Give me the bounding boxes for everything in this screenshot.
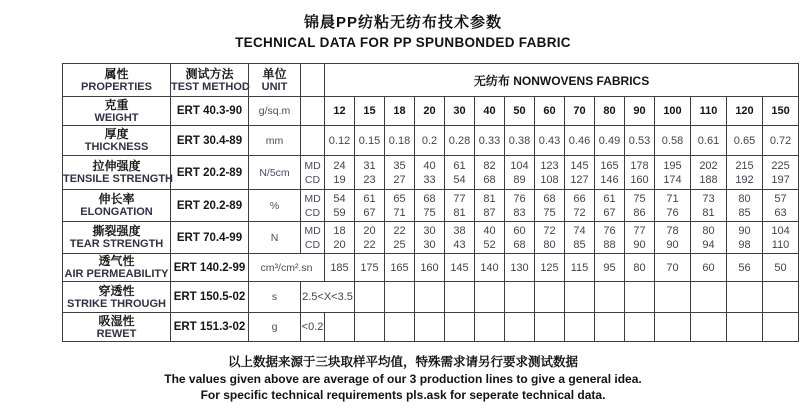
empty-cell [475, 282, 505, 313]
direction-cell [301, 190, 325, 222]
cd-value: 67 [603, 206, 616, 219]
md-value: 78 [666, 224, 679, 237]
property-name-zh: 厚度 [104, 127, 129, 141]
value-cell: 0.2 [415, 126, 445, 156]
test-method-cell: ERT 30.4-89 [171, 126, 249, 156]
cd-value: 33 [423, 173, 436, 186]
md-value: 73 [702, 192, 715, 205]
spacer-cell [301, 126, 325, 156]
cd-value: 87 [483, 206, 496, 219]
table-row [63, 190, 799, 222]
md-value: 74 [573, 224, 586, 237]
md-value: 90 [738, 224, 751, 237]
cd-value: 81 [702, 206, 715, 219]
test-method-cell: ERT 40.3-90 [171, 97, 249, 126]
value-cell: 0.72 [763, 126, 799, 156]
cd-value: 68 [483, 173, 496, 186]
value-cell: 80 [595, 97, 625, 126]
property-name-en: ELONGATION [80, 206, 153, 218]
value-cell: 140 [475, 254, 505, 282]
md-value: 145 [570, 159, 589, 172]
value-cell [535, 156, 565, 190]
cd-value: 75 [543, 206, 556, 219]
value-cell: 175 [355, 254, 385, 282]
unit-cell: % [249, 190, 301, 222]
md-value: 81 [483, 192, 496, 205]
table-row [63, 313, 799, 342]
value-cell [505, 190, 535, 222]
md-value: 104 [771, 224, 790, 237]
direction-label: CD [304, 173, 321, 186]
md-value: 71 [666, 192, 679, 205]
cd-value: 174 [663, 173, 682, 186]
md-value: 77 [633, 224, 646, 237]
value-cell [763, 156, 799, 190]
footer-notes [0, 354, 806, 403]
value-cell: 50 [505, 97, 535, 126]
test-method-cell: ERT 20.2-89 [171, 156, 249, 190]
table-header-row [63, 64, 799, 97]
empty-cell [595, 313, 625, 342]
direction-label: MD [304, 159, 321, 172]
value-cell [445, 222, 475, 254]
property-cell [63, 222, 171, 254]
md-value: 77 [453, 192, 466, 205]
empty-cell [535, 282, 565, 313]
value-cell [505, 222, 535, 254]
value-cell [763, 190, 799, 222]
page-title-zh: 锦晨PP纺粘无纺布技术参数 [303, 14, 502, 31]
empty-cell [415, 282, 445, 313]
direction-label: MD [304, 224, 321, 237]
property-name-en: STRIKE THROUGH [67, 297, 166, 310]
cd-value: 30 [423, 238, 436, 251]
md-value: 61 [453, 159, 466, 172]
md-value: 22 [393, 224, 406, 237]
cd-value: 19 [333, 173, 346, 186]
cd-value: 54 [453, 173, 466, 186]
value-cell [655, 222, 691, 254]
md-value: 68 [423, 192, 436, 205]
md-value: 30 [423, 224, 436, 237]
property-name-zh: 克重 [104, 97, 129, 112]
value-cell [505, 156, 535, 190]
value-cell: 0.53 [625, 126, 655, 156]
value-cell: 0.28 [445, 126, 475, 156]
cd-value: 63 [774, 206, 787, 219]
cd-value: 197 [771, 173, 790, 186]
value-cell: 130 [505, 254, 535, 282]
value-cell: 0.58 [655, 126, 691, 156]
value-cell: 0.65 [727, 126, 763, 156]
header-unit [249, 64, 301, 97]
md-value: 80 [738, 192, 751, 205]
range-value-cell: 2.5<X<3.5 [301, 282, 355, 313]
md-value: 68 [543, 192, 556, 205]
property-name-zh: 穿透性 [98, 283, 135, 298]
unit-cell: cm³/cm².sn [249, 254, 325, 282]
value-cell [385, 222, 415, 254]
md-value: 123 [540, 159, 559, 172]
cd-value: 85 [738, 206, 751, 219]
value-cell [475, 156, 505, 190]
md-value: 225 [771, 159, 790, 172]
value-cell [727, 222, 763, 254]
direction-label: CD [304, 238, 321, 251]
cd-value: 25 [393, 238, 406, 251]
table-row [63, 282, 799, 313]
value-cell: 0.38 [505, 126, 535, 156]
header-properties [63, 64, 171, 97]
cd-value: 27 [393, 173, 406, 186]
cd-value: 160 [630, 173, 649, 186]
empty-cell [385, 282, 415, 313]
cd-value: 146 [600, 173, 619, 186]
value-cell: 0.33 [475, 126, 505, 156]
cd-value: 20 [333, 238, 346, 251]
property-name-en: TEAR STRENGTH [69, 238, 164, 250]
unit-cell: s [249, 282, 301, 313]
property-cell [63, 156, 174, 190]
value-cell [445, 190, 475, 222]
value-cell: 50 [763, 254, 799, 282]
value-cell: 110 [691, 97, 727, 126]
empty-cell [625, 313, 655, 342]
cd-value: 94 [702, 238, 715, 251]
test-method-cell: ERT 150.5-02 [171, 282, 249, 313]
value-cell: 165 [385, 254, 415, 282]
md-value: 24 [333, 159, 346, 172]
value-cell [565, 222, 595, 254]
value-cell [415, 190, 445, 222]
value-cell [595, 222, 625, 254]
empty-cell [415, 313, 445, 342]
cd-value: 59 [333, 206, 346, 219]
table-row [63, 126, 799, 156]
header-spacer-cell [301, 64, 325, 97]
md-value: 35 [393, 159, 406, 172]
value-cell [325, 156, 355, 190]
footer-note-zh: 以上数据来源于三块取样平均值，特殊需求请另行要求测试数据 [227, 355, 578, 369]
value-cell: 15 [355, 97, 385, 126]
unit-cell: N/5cm [249, 156, 301, 190]
header-unit-zh: 单位 [262, 66, 287, 81]
header-unit-en: UNIT [261, 80, 288, 93]
table-header [63, 64, 799, 97]
range-value-cell: <0.2 [301, 313, 325, 342]
value-cell: 56 [727, 254, 763, 282]
value-cell: 95 [595, 254, 625, 282]
cd-value: 110 [771, 238, 790, 251]
table-row [63, 97, 799, 126]
property-cell [63, 282, 171, 313]
page-titles [0, 0, 806, 50]
unit-cell: mm [249, 126, 301, 156]
value-cell: 0.12 [325, 126, 355, 156]
cd-value: 90 [666, 238, 679, 251]
header-properties-en: PROPERTIES [81, 80, 152, 93]
property-cell [63, 254, 171, 282]
md-value: 165 [600, 159, 619, 172]
md-value: 54 [333, 192, 346, 205]
value-cell: 70 [655, 254, 691, 282]
empty-cell [595, 282, 625, 313]
direction-label: CD [304, 206, 321, 219]
empty-cell [505, 313, 535, 342]
md-value: 202 [699, 159, 718, 172]
value-cell: 40 [475, 97, 505, 126]
empty-cell [475, 313, 505, 342]
value-cell [595, 190, 625, 222]
header-test-method-en: TEST METHOD [171, 80, 250, 93]
value-cell: 60 [691, 254, 727, 282]
value-cell: 115 [565, 254, 595, 282]
footer-note-en-2: For specific technical requirements pls.ask for seperate technical data. [200, 388, 606, 402]
empty-cell [565, 313, 595, 342]
cd-value: 188 [699, 173, 718, 186]
value-cell: 20 [415, 97, 445, 126]
cd-value: 22 [363, 238, 376, 251]
property-cell [63, 313, 171, 342]
cd-value: 192 [735, 173, 754, 186]
test-method-cell: ERT 20.2-89 [171, 190, 249, 222]
cd-value: 71 [393, 206, 406, 219]
property-name-zh: 伸长率 [98, 192, 135, 206]
empty-cell [691, 313, 727, 342]
empty-cell [355, 313, 385, 342]
unit-cell: g [249, 313, 301, 342]
value-cell [415, 156, 445, 190]
header-test-method [171, 64, 249, 97]
property-name-en: WEIGHT [94, 111, 139, 124]
empty-cell [625, 282, 655, 313]
value-cell [325, 222, 355, 254]
cd-value: 43 [453, 238, 466, 251]
cd-value: 88 [603, 238, 616, 251]
unit-cell: g/sq.m [249, 97, 301, 126]
direction-label: MD [304, 192, 321, 205]
md-value: 18 [333, 224, 346, 237]
value-cell: 0.49 [595, 126, 625, 156]
cd-value: 98 [738, 238, 751, 251]
cd-value: 86 [633, 206, 646, 219]
direction-cell [301, 156, 325, 190]
property-name-zh: 撕裂强度 [92, 224, 141, 238]
cd-value: 67 [363, 206, 376, 219]
md-value: 76 [513, 192, 526, 205]
value-cell: 30 [445, 97, 475, 126]
value-cell [655, 190, 691, 222]
cd-value: 23 [363, 173, 376, 186]
value-cell [445, 156, 475, 190]
md-value: 82 [483, 159, 496, 172]
cd-value: 75 [423, 206, 436, 219]
value-cell [385, 156, 415, 190]
value-cell: 70 [565, 97, 595, 126]
md-value: 215 [735, 159, 754, 172]
empty-cell [727, 313, 763, 342]
empty-cell [691, 282, 727, 313]
value-cell [691, 222, 727, 254]
empty-cell [763, 313, 799, 342]
property-name-en: AIR PERMEABILITY [64, 268, 169, 280]
value-cell: 60 [535, 97, 565, 126]
value-cell [727, 190, 763, 222]
value-cell: 0.46 [565, 126, 595, 156]
header-test-method-zh: 测试方法 [185, 66, 234, 81]
direction-cell [301, 222, 325, 254]
spacer-cell [301, 97, 325, 126]
header-nonwovens-fabrics: 无纺布 NONWOVENS FABRICS [325, 64, 799, 97]
value-cell: 150 [763, 97, 799, 126]
value-cell [415, 222, 445, 254]
md-value: 61 [603, 192, 616, 205]
value-cell [727, 156, 763, 190]
md-value: 72 [543, 224, 556, 237]
value-cell: 90 [625, 97, 655, 126]
value-cell [355, 156, 385, 190]
empty-cell [565, 282, 595, 313]
cd-value: 68 [513, 238, 526, 251]
empty-cell [385, 313, 415, 342]
header-properties-zh: 属性 [104, 66, 129, 81]
property-name-zh: 透气性 [98, 254, 135, 268]
value-cell [691, 190, 727, 222]
value-cell: 125 [535, 254, 565, 282]
md-value: 178 [630, 159, 649, 172]
empty-cell [325, 313, 355, 342]
cd-value: 83 [513, 206, 526, 219]
empty-cell [505, 282, 535, 313]
md-value: 75 [633, 192, 646, 205]
value-cell: 120 [727, 97, 763, 126]
cd-value: 81 [453, 206, 466, 219]
md-value: 31 [363, 159, 376, 172]
empty-cell [535, 313, 565, 342]
value-cell: 160 [415, 254, 445, 282]
table-row [63, 156, 799, 190]
property-cell [63, 126, 171, 156]
value-cell: 100 [655, 97, 691, 126]
value-cell [325, 190, 355, 222]
property-name-en: REWET [96, 327, 137, 340]
value-cell [625, 190, 655, 222]
value-cell: 0.61 [691, 126, 727, 156]
cd-value: 72 [573, 206, 586, 219]
cd-value: 127 [570, 173, 589, 186]
md-value: 80 [702, 224, 715, 237]
value-cell: 12 [325, 97, 355, 126]
property-name-en: TENSILE STRENGTH [63, 173, 174, 185]
empty-cell [763, 282, 799, 313]
cd-value: 52 [483, 238, 496, 251]
empty-cell [445, 313, 475, 342]
value-cell [655, 156, 691, 190]
md-value: 76 [603, 224, 616, 237]
value-cell [565, 190, 595, 222]
unit-cell: N [249, 222, 301, 254]
test-method-cell: ERT 70.4-99 [171, 222, 249, 254]
footer-note-en-1: The values given above are average of our 3 production lines to give a general idea. [164, 372, 642, 386]
property-name-zh: 拉伸强度 [92, 159, 141, 173]
empty-cell [655, 313, 691, 342]
value-cell: 0.15 [355, 126, 385, 156]
value-cell: 145 [445, 254, 475, 282]
cd-value: 108 [540, 173, 559, 186]
value-cell [535, 190, 565, 222]
table-body [63, 97, 799, 342]
value-cell [475, 190, 505, 222]
value-cell [535, 222, 565, 254]
value-cell: 185 [325, 254, 355, 282]
value-cell [763, 222, 799, 254]
value-cell [625, 156, 655, 190]
property-cell [63, 190, 171, 222]
md-value: 60 [513, 224, 526, 237]
empty-cell [727, 282, 763, 313]
value-cell [595, 156, 625, 190]
cd-value: 89 [513, 173, 526, 186]
property-cell [63, 97, 171, 126]
value-cell [691, 156, 727, 190]
md-value: 40 [423, 159, 436, 172]
cd-value: 76 [666, 206, 679, 219]
table-row [63, 254, 799, 282]
test-method-cell: ERT 140.2-99 [171, 254, 249, 282]
value-cell: 18 [385, 97, 415, 126]
value-cell: 0.43 [535, 126, 565, 156]
md-value: 40 [483, 224, 496, 237]
value-cell [565, 156, 595, 190]
technical-data-table [62, 63, 799, 342]
md-value: 61 [363, 192, 376, 205]
page-title-en: TECHNICAL DATA FOR PP SPUNBONDED FABRIC [235, 35, 571, 50]
value-cell [355, 222, 385, 254]
table-row [63, 222, 799, 254]
value-cell [625, 222, 655, 254]
value-cell [385, 190, 415, 222]
cd-value: 85 [573, 238, 586, 251]
md-value: 65 [393, 192, 406, 205]
empty-cell [445, 282, 475, 313]
value-cell: 80 [625, 254, 655, 282]
md-value: 57 [774, 192, 787, 205]
md-value: 20 [363, 224, 376, 237]
property-name-zh: 吸湿性 [98, 313, 135, 328]
value-cell: 0.18 [385, 126, 415, 156]
cd-value: 80 [543, 238, 556, 251]
cd-value: 90 [633, 238, 646, 251]
md-value: 195 [663, 159, 682, 172]
empty-cell [355, 282, 385, 313]
property-name-en: THICKNESS [84, 141, 149, 153]
md-value: 38 [453, 224, 466, 237]
test-method-cell: ERT 151.3-02 [171, 313, 249, 342]
empty-cell [655, 282, 691, 313]
value-cell [475, 222, 505, 254]
md-value: 66 [573, 192, 586, 205]
md-value: 104 [510, 159, 529, 172]
value-cell [355, 190, 385, 222]
